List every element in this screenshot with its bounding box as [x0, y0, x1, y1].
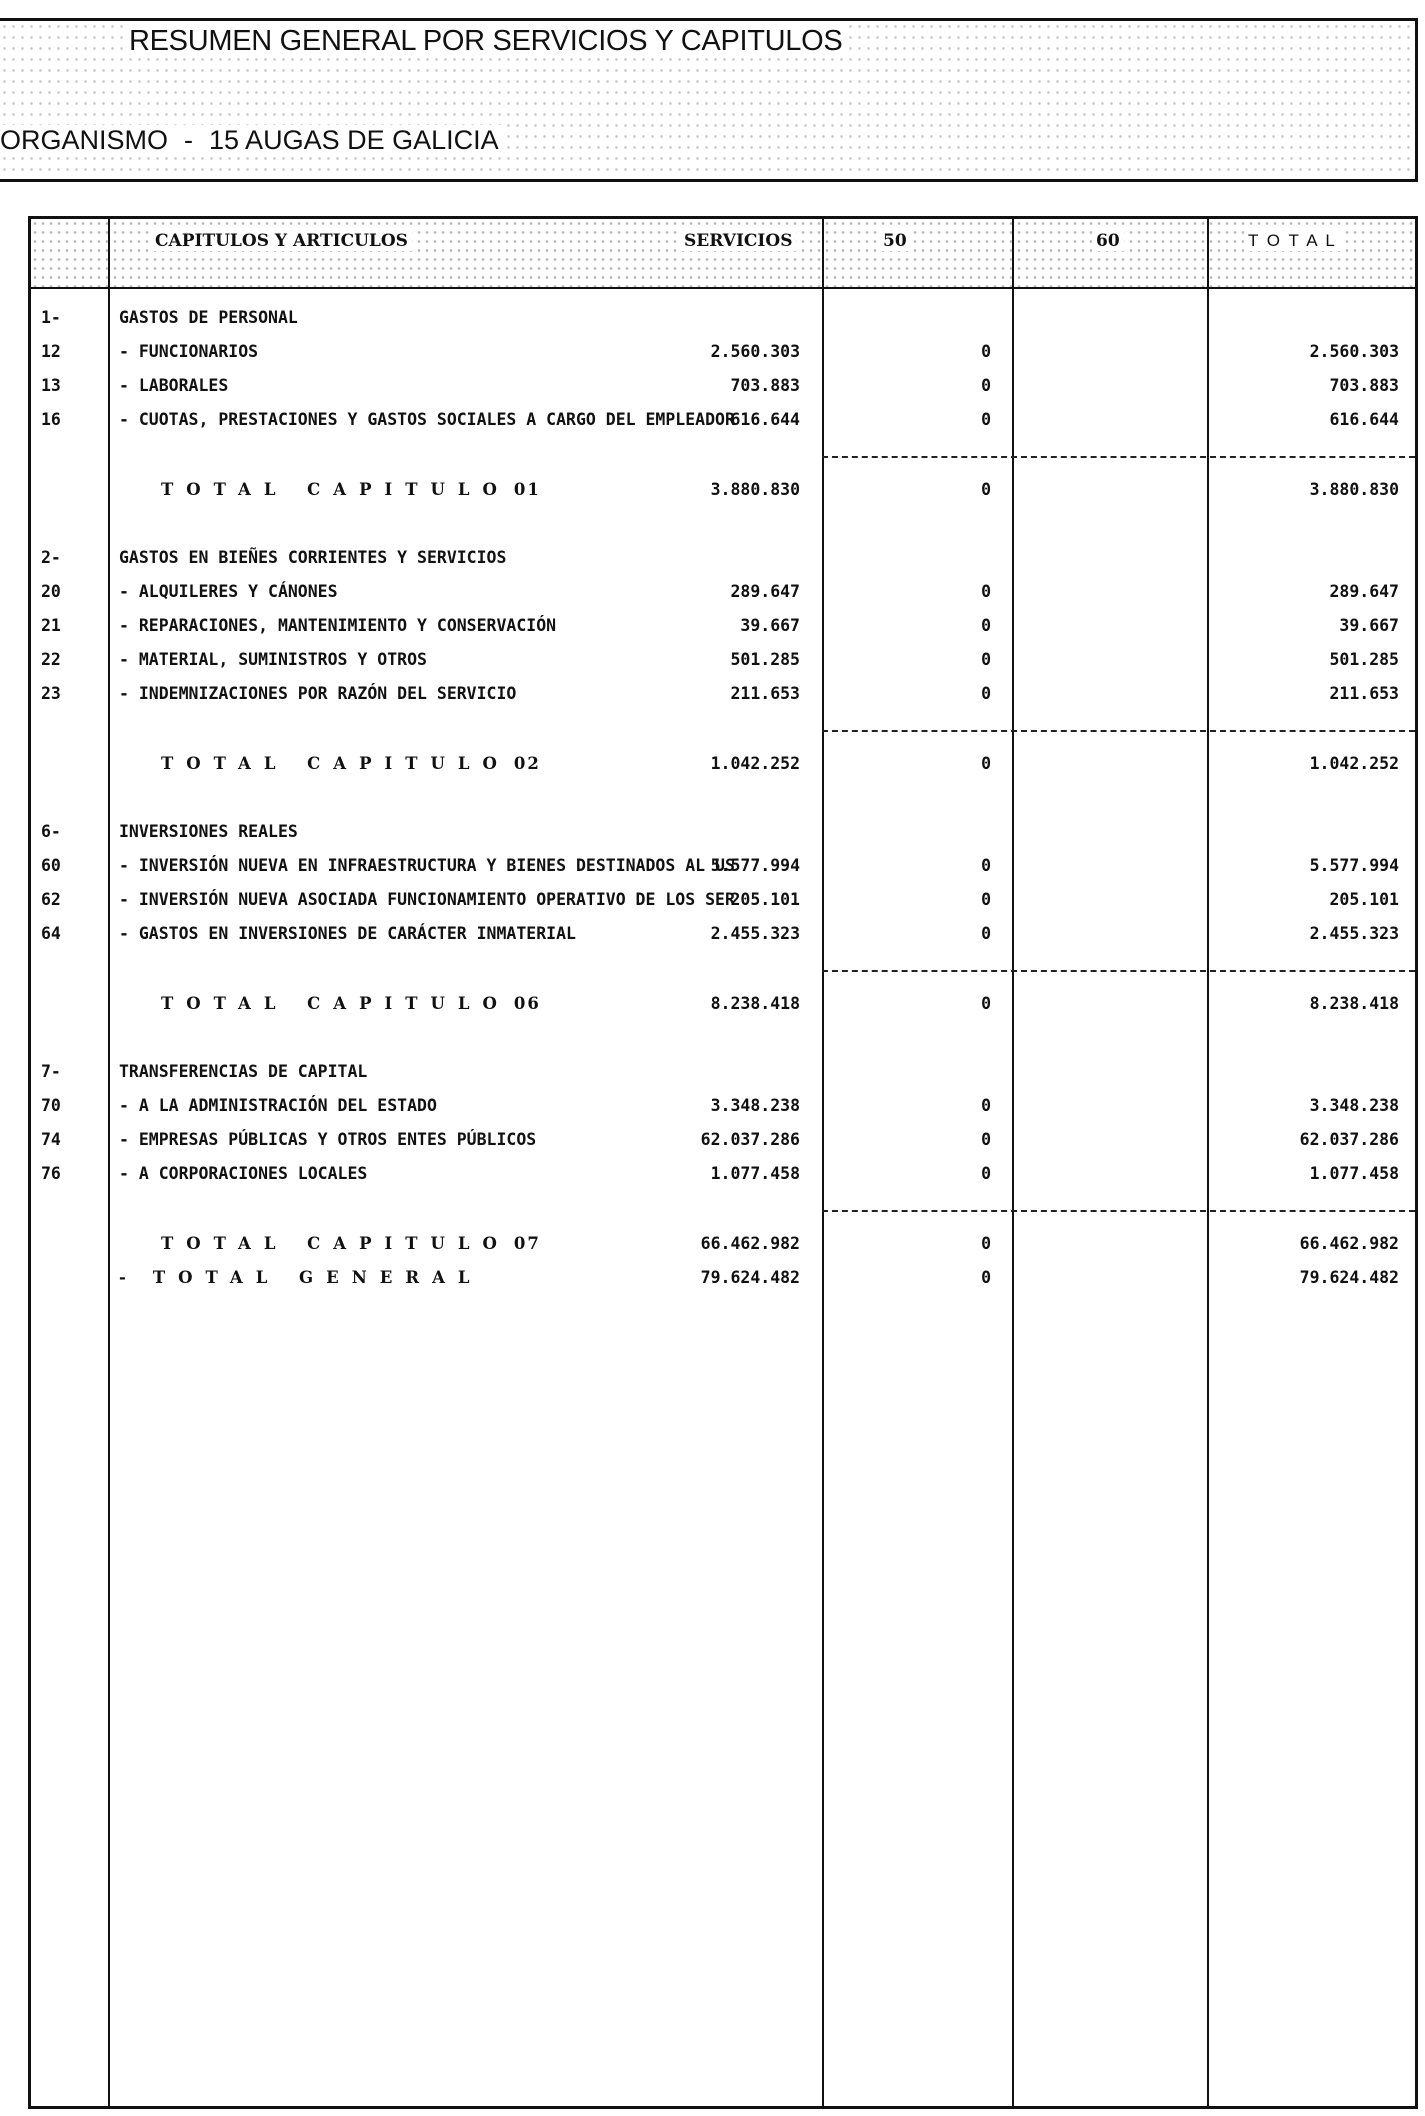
chapter-total-row — [31, 475, 1415, 509]
value-total: 2.455.323 — [1309, 924, 1399, 943]
table-row — [31, 645, 1415, 679]
chapter-row — [31, 543, 1415, 577]
article-code: 74 — [41, 1130, 61, 1149]
value-col-60: 0 — [981, 1164, 991, 1183]
total-col-60: 0 — [981, 754, 991, 773]
chapter-total-number: 06 — [513, 994, 541, 1013]
value-col-60: 0 — [981, 616, 991, 635]
article-code: 16 — [41, 410, 61, 429]
dashed-divider — [822, 456, 1415, 458]
header-col-50: 50 — [879, 231, 911, 251]
chapter-total-row — [31, 749, 1415, 783]
grand-total-col-50: 79.624.482 — [700, 1268, 800, 1287]
total-col-50: 1.042.252 — [710, 754, 800, 773]
value-total: 703.883 — [1329, 376, 1399, 395]
article-code: 12 — [41, 342, 61, 361]
total-total: 3.880.830 — [1309, 480, 1399, 499]
total-col-60: 0 — [981, 994, 991, 1013]
value-col-60: 0 — [981, 1130, 991, 1149]
chapter-total-label — [161, 480, 541, 499]
value-col-50: 39.667 — [740, 616, 800, 635]
value-col-50: 211.653 — [730, 684, 800, 703]
article-code: 60 — [41, 856, 61, 875]
value-total: 205.101 — [1329, 890, 1399, 909]
table-row — [31, 885, 1415, 919]
table-row — [31, 611, 1415, 645]
spacer — [31, 1023, 1415, 1057]
grand-total-dash: - — [119, 1268, 139, 1287]
report-header — [0, 18, 1418, 182]
value-col-50: 205.101 — [730, 890, 800, 909]
article-description: - ALQUILERES Y CÁNONES — [119, 582, 338, 601]
article-code: 21 — [41, 616, 61, 635]
table-row — [31, 851, 1415, 885]
article-description: - EMPRESAS PÚBLICAS Y OTROS ENTES PÚBLICOS — [119, 1130, 537, 1149]
header-servicios: SERVICIOS — [680, 231, 796, 251]
article-description: - INDEMNIZACIONES POR RAZÓN DEL SERVICIO — [119, 684, 517, 703]
dashed-divider — [822, 730, 1415, 732]
spacer — [31, 953, 1415, 970]
chapter-row — [31, 303, 1415, 337]
value-col-50: 501.285 — [730, 650, 800, 669]
value-col-50: 703.883 — [730, 376, 800, 395]
table-row — [31, 1159, 1415, 1193]
total-total: 8.238.418 — [1309, 994, 1399, 1013]
chapter-name: GASTOS DE PERSONAL — [119, 308, 298, 327]
total-col-60: 0 — [981, 480, 991, 499]
spacer — [31, 439, 1415, 456]
table-row — [31, 1091, 1415, 1125]
article-code: 70 — [41, 1096, 61, 1115]
total-col-50: 8.238.418 — [710, 994, 800, 1013]
chapter-code: 7- — [41, 1062, 61, 1081]
article-code: 23 — [41, 684, 61, 703]
article-description: - A LA ADMINISTRACIÓN DEL ESTADO — [119, 1096, 437, 1115]
table-row — [31, 405, 1415, 439]
value-col-50: 616.644 — [730, 410, 800, 429]
value-col-60: 0 — [981, 856, 991, 875]
value-col-60: 0 — [981, 410, 991, 429]
article-code: 64 — [41, 924, 61, 943]
value-col-50: 1.077.458 — [710, 1164, 800, 1183]
grand-total-total: 79.624.482 — [1299, 1268, 1399, 1287]
value-col-50: 3.348.238 — [710, 1096, 800, 1115]
dashed-divider — [822, 970, 1415, 972]
article-description: - INVERSIÓN NUEVA EN INFRAESTRUCTURA Y BIENES DESTINADOS AL US — [119, 856, 735, 875]
value-col-60: 0 — [981, 342, 991, 361]
dashed-divider — [822, 1210, 1415, 1212]
article-description: - A CORPORACIONES LOCALES — [119, 1164, 368, 1183]
chapter-code: 6- — [41, 822, 61, 841]
value-col-60: 0 — [981, 582, 991, 601]
chapter-total-text: TOTAL CAPITULO — [161, 994, 510, 1013]
value-col-60: 0 — [981, 684, 991, 703]
chapter-total-label — [161, 754, 541, 773]
organism-separator: - — [184, 125, 194, 155]
table-row — [31, 1125, 1415, 1159]
article-description: - MATERIAL, SUMINISTROS Y OTROS — [119, 650, 427, 669]
total-col-50: 3.880.830 — [710, 480, 800, 499]
article-description: - CUOTAS, PRESTACIONES Y GASTOS SOCIALES A CARGO DEL EMPLEADOR — [119, 410, 735, 429]
table-row — [31, 577, 1415, 611]
budget-table — [28, 216, 1418, 2109]
table-row — [31, 337, 1415, 371]
value-total: 62.037.286 — [1299, 1130, 1399, 1149]
value-col-50: 5.577.994 — [710, 856, 800, 875]
chapter-total-row — [31, 989, 1415, 1023]
chapter-total-text: TOTAL CAPITULO — [161, 1234, 510, 1253]
article-description: - LABORALES — [119, 376, 229, 395]
value-col-60: 0 — [981, 650, 991, 669]
article-code: 13 — [41, 376, 61, 395]
article-description: - FUNCIONARIOS — [119, 342, 259, 361]
chapter-total-text: TOTAL CAPITULO — [161, 754, 510, 773]
article-code: 22 — [41, 650, 61, 669]
grand-total-row — [31, 1263, 1415, 1297]
article-description: - INVERSIÓN NUEVA ASOCIADA FUNCIONAMIENTO OPERATIVO DE LOS SER — [119, 890, 735, 909]
organism-name: 15 AUGAS DE GALICIA — [209, 125, 499, 155]
article-description: - REPARACIONES, MANTENIMIENTO Y CONSERVACIÓN — [119, 616, 557, 635]
table-row — [31, 371, 1415, 405]
organism-line — [0, 125, 505, 156]
chapter-total-row — [31, 1229, 1415, 1263]
spacer — [31, 509, 1415, 543]
table-row — [31, 919, 1415, 953]
chapter-name: TRANSFERENCIAS DE CAPITAL — [119, 1062, 368, 1081]
chapter-total-number: 01 — [513, 480, 541, 499]
article-code: 62 — [41, 890, 61, 909]
total-col-60: 0 — [981, 1234, 991, 1253]
table-body — [31, 303, 1415, 1331]
value-col-60: 0 — [981, 924, 991, 943]
value-total: 501.285 — [1329, 650, 1399, 669]
value-total: 2.560.303 — [1309, 342, 1399, 361]
header-capitulos: CAPITULOS Y ARTICULOS — [151, 231, 412, 251]
spacer — [31, 783, 1415, 817]
value-col-60: 0 — [981, 890, 991, 909]
organism-label: ORGANISMO — [0, 125, 169, 155]
value-total: 5.577.994 — [1309, 856, 1399, 875]
value-total: 1.077.458 — [1309, 1164, 1399, 1183]
chapter-row — [31, 817, 1415, 851]
total-col-50: 66.462.982 — [700, 1234, 800, 1253]
grand-total-col-60: 0 — [981, 1268, 991, 1287]
chapter-total-label — [161, 994, 541, 1013]
spacer — [31, 713, 1415, 730]
value-col-60: 0 — [981, 376, 991, 395]
value-total: 616.644 — [1329, 410, 1399, 429]
chapter-code: 2- — [41, 548, 61, 567]
article-code: 76 — [41, 1164, 61, 1183]
table-row — [31, 679, 1415, 713]
value-col-60: 0 — [981, 1096, 991, 1115]
chapter-name: GASTOS EN BIEÑES CORRIENTES Y SERVICIOS — [119, 548, 507, 567]
spacer — [31, 1193, 1415, 1210]
value-col-50: 2.560.303 — [710, 342, 800, 361]
total-total: 1.042.252 — [1309, 754, 1399, 773]
chapter-code: 1- — [41, 308, 61, 327]
value-total: 211.653 — [1329, 684, 1399, 703]
total-total: 66.462.982 — [1299, 1234, 1399, 1253]
value-total: 39.667 — [1339, 616, 1399, 635]
grand-total-label — [119, 1268, 482, 1287]
chapter-name: INVERSIONES REALES — [119, 822, 298, 841]
header-total: T O T A L — [1244, 231, 1341, 251]
chapter-total-number: 02 — [513, 754, 541, 773]
value-col-50: 62.037.286 — [700, 1130, 800, 1149]
value-total: 289.647 — [1329, 582, 1399, 601]
chapter-total-number: 07 — [513, 1234, 541, 1253]
grand-total-text: TOTAL GENERAL — [152, 1268, 483, 1287]
chapter-total-label — [161, 1234, 541, 1253]
chapter-total-text: TOTAL CAPITULO — [161, 480, 510, 499]
article-description: - GASTOS EN INVERSIONES DE CARÁCTER INMATERIAL — [119, 924, 576, 943]
report-title: RESUMEN GENERAL POR SERVICIOS Y CAPITULOS — [125, 25, 846, 58]
value-total: 3.348.238 — [1309, 1096, 1399, 1115]
header-col-60: 60 — [1092, 231, 1124, 251]
value-col-50: 289.647 — [730, 582, 800, 601]
value-col-50: 2.455.323 — [710, 924, 800, 943]
chapter-row — [31, 1057, 1415, 1091]
article-code: 20 — [41, 582, 61, 601]
